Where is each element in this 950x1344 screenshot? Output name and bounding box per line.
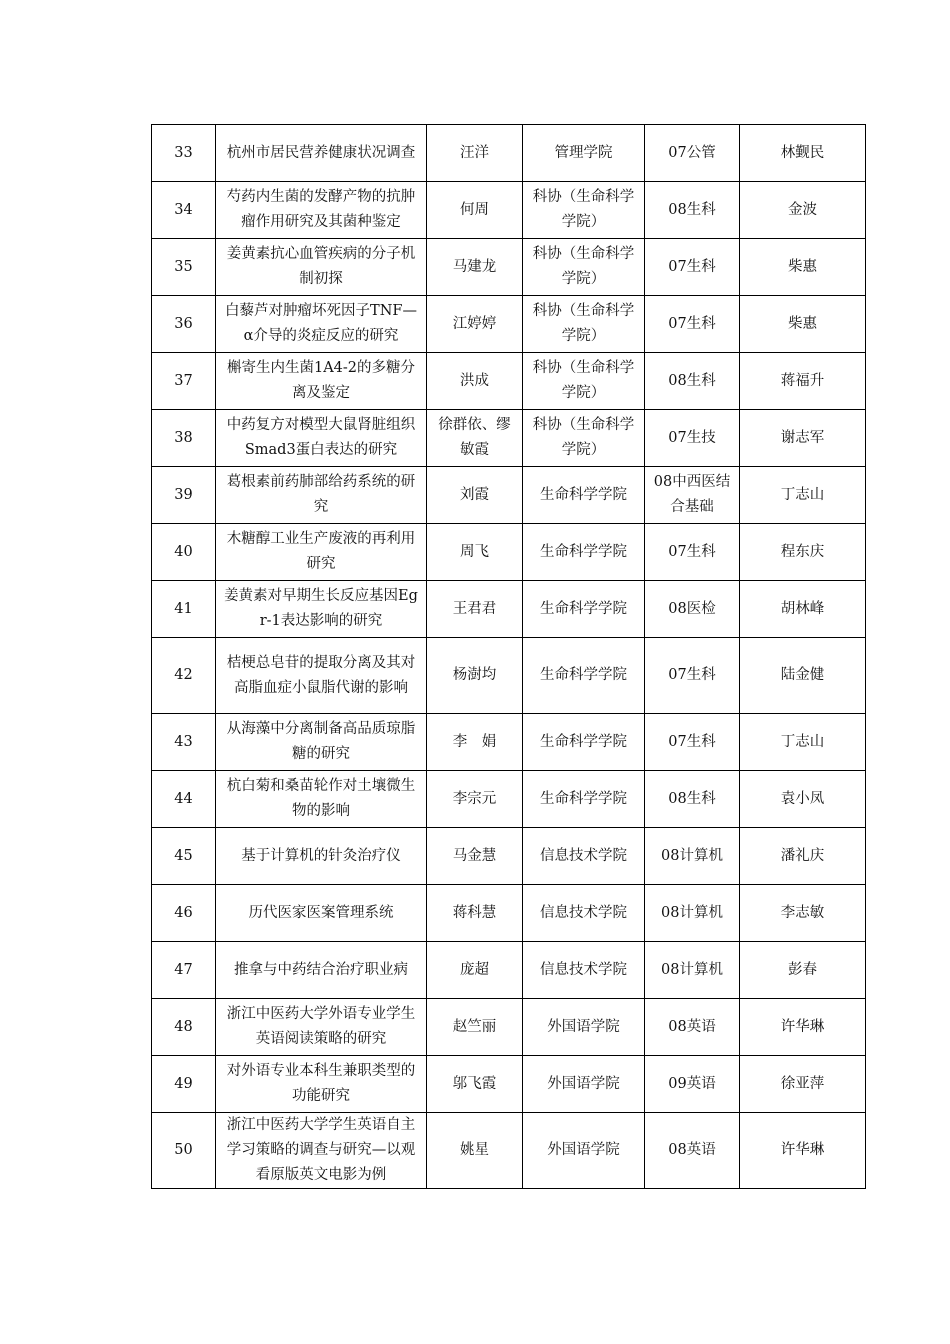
table-row <box>152 467 866 524</box>
advisor: 蒋福升 <box>740 353 866 410</box>
table-row <box>152 353 866 410</box>
college: 生命科学学院 <box>523 581 645 638</box>
row-number: 36 <box>152 296 216 353</box>
class: 08生科 <box>645 771 740 828</box>
class: 08计算机 <box>645 942 740 999</box>
advisor: 丁志山 <box>740 467 866 524</box>
class: 08中西医结合基础 <box>645 467 740 524</box>
college: 生命科学学院 <box>523 714 645 771</box>
row-number: 48 <box>152 999 216 1056</box>
project-title: 推拿与中药结合治疗职业病 <box>216 942 427 999</box>
row-number: 39 <box>152 467 216 524</box>
advisor: 胡林峰 <box>740 581 866 638</box>
row-number: 38 <box>152 410 216 467</box>
advisor: 谢志军 <box>740 410 866 467</box>
row-number: 46 <box>152 885 216 942</box>
row-number: 35 <box>152 239 216 296</box>
project-title: 木糖醇工业生产废液的再利用研究 <box>216 524 427 581</box>
row-number: 34 <box>152 182 216 239</box>
project-title: 杭白菊和桑苗轮作对土壤微生物的影响 <box>216 771 427 828</box>
student-name: 赵竺丽 <box>427 999 523 1056</box>
student-name: 杨澍均 <box>427 638 523 714</box>
table-row <box>152 182 866 239</box>
college: 信息技术学院 <box>523 885 645 942</box>
advisor: 陆金健 <box>740 638 866 714</box>
table-row <box>152 581 866 638</box>
row-number: 40 <box>152 524 216 581</box>
advisor: 柴惠 <box>740 296 866 353</box>
college: 外国语学院 <box>523 1113 645 1189</box>
college: 科协（生命科学学院） <box>523 239 645 296</box>
student-name: 庞超 <box>427 942 523 999</box>
project-title: 中药复方对模型大鼠肾脏组织Smad3蛋白表达的研究 <box>216 410 427 467</box>
class: 07生技 <box>645 410 740 467</box>
table-row <box>152 239 866 296</box>
row-number: 50 <box>152 1113 216 1189</box>
project-title: 芍药内生菌的发酵产物的抗肿瘤作用研究及其菌种鉴定 <box>216 182 427 239</box>
class: 07生科 <box>645 239 740 296</box>
student-name: 蒋科慧 <box>427 885 523 942</box>
table-row <box>152 410 866 467</box>
student-name: 周飞 <box>427 524 523 581</box>
project-title: 对外语专业本科生兼职类型的功能研究 <box>216 1056 427 1113</box>
project-title: 葛根素前药肺部给药系统的研究 <box>216 467 427 524</box>
class: 08生科 <box>645 353 740 410</box>
advisor: 程东庆 <box>740 524 866 581</box>
class: 08英语 <box>645 1113 740 1189</box>
table-row <box>152 828 866 885</box>
table-row <box>152 714 866 771</box>
table-row <box>152 638 866 714</box>
student-name: 江婷婷 <box>427 296 523 353</box>
advisor: 许华琳 <box>740 999 866 1056</box>
advisor: 柴惠 <box>740 239 866 296</box>
project-title: 基于计算机的针灸治疗仪 <box>216 828 427 885</box>
advisor: 彭春 <box>740 942 866 999</box>
student-name: 汪洋 <box>427 125 523 182</box>
advisor: 徐亚萍 <box>740 1056 866 1113</box>
row-number: 43 <box>152 714 216 771</box>
advisor: 潘礼庆 <box>740 828 866 885</box>
student-name: 李 娟 <box>427 714 523 771</box>
student-name: 姚星 <box>427 1113 523 1189</box>
row-number: 44 <box>152 771 216 828</box>
project-title: 姜黄素对早期生长反应基因Egr-1表达影响的研究 <box>216 581 427 638</box>
row-number: 49 <box>152 1056 216 1113</box>
table-row <box>152 1056 866 1113</box>
row-number: 33 <box>152 125 216 182</box>
college: 生命科学学院 <box>523 524 645 581</box>
row-number: 41 <box>152 581 216 638</box>
table-row <box>152 125 866 182</box>
row-number: 45 <box>152 828 216 885</box>
college: 科协（生命科学学院） <box>523 410 645 467</box>
project-title: 姜黄素抗心血管疾病的分子机制初探 <box>216 239 427 296</box>
row-number: 47 <box>152 942 216 999</box>
project-title: 历代医家医案管理系统 <box>216 885 427 942</box>
student-name: 刘霞 <box>427 467 523 524</box>
college: 外国语学院 <box>523 1056 645 1113</box>
class: 08计算机 <box>645 885 740 942</box>
project-title: 杭州市居民营养健康状况调查 <box>216 125 427 182</box>
class: 08生科 <box>645 182 740 239</box>
college: 管理学院 <box>523 125 645 182</box>
table-row <box>152 296 866 353</box>
table-row <box>152 942 866 999</box>
table-row <box>152 999 866 1056</box>
class: 08医检 <box>645 581 740 638</box>
class: 07公管 <box>645 125 740 182</box>
class: 07生科 <box>645 296 740 353</box>
advisor: 袁小凤 <box>740 771 866 828</box>
class: 08英语 <box>645 999 740 1056</box>
student-name: 马金慧 <box>427 828 523 885</box>
table-row <box>152 1113 866 1189</box>
college: 科协（生命科学学院） <box>523 182 645 239</box>
college: 信息技术学院 <box>523 942 645 999</box>
college: 科协（生命科学学院） <box>523 353 645 410</box>
class: 08计算机 <box>645 828 740 885</box>
student-name: 洪成 <box>427 353 523 410</box>
table-row <box>152 885 866 942</box>
college: 外国语学院 <box>523 999 645 1056</box>
class: 09英语 <box>645 1056 740 1113</box>
row-number: 42 <box>152 638 216 714</box>
project-title: 浙江中医药大学学生英语自主学习策略的调查与研究—以观看原版英文电影为例 <box>216 1113 427 1189</box>
advisor: 李志敏 <box>740 885 866 942</box>
college: 科协（生命科学学院） <box>523 296 645 353</box>
college: 生命科学学院 <box>523 771 645 828</box>
project-title: 桔梗总皂苷的提取分离及其对高脂血症小鼠脂代谢的影响 <box>216 638 427 714</box>
student-name: 何周 <box>427 182 523 239</box>
student-name: 徐群依、缪敏霞 <box>427 410 523 467</box>
college: 生命科学学院 <box>523 638 645 714</box>
class: 07生科 <box>645 714 740 771</box>
college: 生命科学学院 <box>523 467 645 524</box>
project-title: 槲寄生内生菌1A4-2的多糖分离及鉴定 <box>216 353 427 410</box>
student-name: 马建龙 <box>427 239 523 296</box>
table-row <box>152 771 866 828</box>
college: 信息技术学院 <box>523 828 645 885</box>
advisor: 金波 <box>740 182 866 239</box>
advisor: 林觐民 <box>740 125 866 182</box>
advisor: 许华琳 <box>740 1113 866 1189</box>
student-name: 邬飞霞 <box>427 1056 523 1113</box>
project-title: 从海藻中分离制备高品质琼脂糖的研究 <box>216 714 427 771</box>
table-row <box>152 524 866 581</box>
row-number: 37 <box>152 353 216 410</box>
advisor: 丁志山 <box>740 714 866 771</box>
project-title: 白藜芦对肿瘤坏死因子TNF—α介导的炎症反应的研究 <box>216 296 427 353</box>
student-name: 李宗元 <box>427 771 523 828</box>
project-title: 浙江中医药大学外语专业学生英语阅读策略的研究 <box>216 999 427 1056</box>
class: 07生科 <box>645 524 740 581</box>
student-name: 王君君 <box>427 581 523 638</box>
class: 07生科 <box>645 638 740 714</box>
projects-table <box>151 124 866 1189</box>
